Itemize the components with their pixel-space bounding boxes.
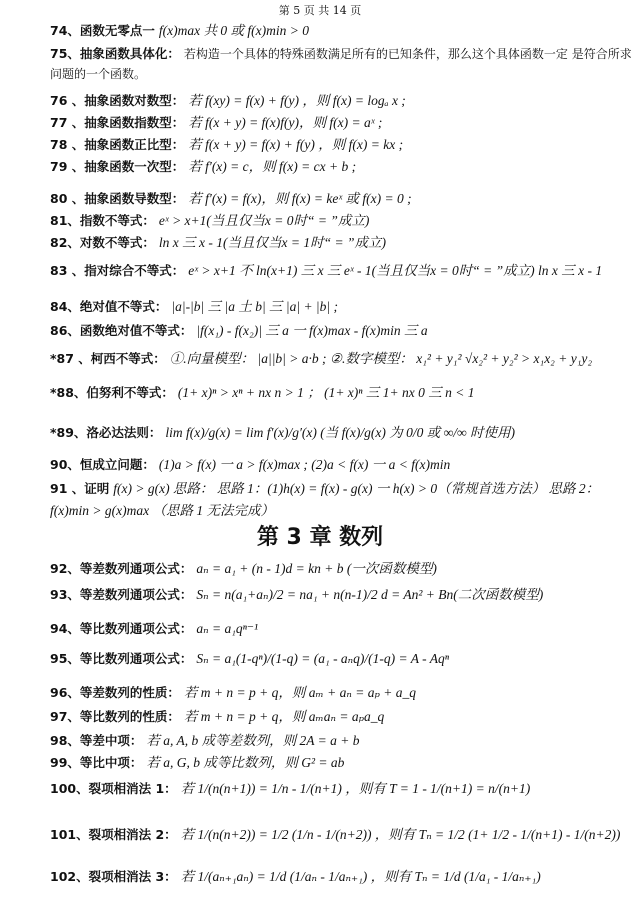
item-92: 92、等差数列通项公式： aₙ = a₁ + (n - 1)d = kn + b (一次函数模型) xyxy=(50,561,437,576)
item-80: 80 、抽象函数导数型： 若 f′(x) = f(x)，则 f(x) = keˣ 或 f(x) = 0 ; xyxy=(50,191,412,206)
item-84: 84、绝对值不等式： |a|-|b| 三 |a 土 b| 三 |a| + |b| ; xyxy=(50,299,338,314)
item-86: 86、函数绝对值不等式： |f(x₁) - f(x₂)| 三 a 一 f(x)max - f(x)min 三 a xyxy=(50,323,428,338)
item-79: 79 、抽象函数一次型： 若 f′(x) = c，则 f(x) = cx + b ; xyxy=(50,159,357,174)
item-96: 96、等差数列的性质： 若 m + n = p + q，则 aₘ + aₙ = aₚ + a_q xyxy=(50,685,416,700)
item-74: 74、函数无零点一 f(x)max 共 0 或 f(x)min > 0 xyxy=(50,23,309,38)
item-98: 98、等差中项： 若 a, A, b 成等差数列，则 2A = a + b xyxy=(50,733,360,748)
item-101: 101、裂项相消法 2： 若 1/(n(n+2)) = 1/2 (1/n - 1/(n+2)) ，则有 Tₙ = 1/2 (1+ 1/2 - 1/(n+1) - 1/(n+2)) xyxy=(50,827,621,842)
item-97: 97、等比数列的性质： 若 m + n = p + q，则 aₘaₙ = aₚa_q xyxy=(50,709,385,724)
item-81: 81、指数不等式： eˣ > x+1(当且仅当x = 0时“ = ”成立) xyxy=(50,213,370,228)
item-78: 78 、抽象函数正比型： 若 f(x + y) = f(x) + f(y) ，则 f(x) = kx ; xyxy=(50,137,404,152)
item-102: 102、裂项相消法 3： 若 1/(aₙ₊₁aₙ) = 1/d (1/aₙ - 1/aₙ₊₁) ，则有 Tₙ = 1/d (1/a₁ - 1/aₙ₊₁) xyxy=(50,869,541,884)
item-83: 83 、指对综合不等式： eˣ > x+1 不 ln(x+1) 三 x 三 eˣ - 1(当且仅当x = 0时“ = ”成立) ln x 三 x - 1 xyxy=(50,263,603,278)
item-88: *88、伯努利不等式： (1+ x)ⁿ > xⁿ + nx n > 1 ； (1+ x)ⁿ 三 1+ nx 0 三 n < 1 xyxy=(50,385,475,400)
item-91: 91 、证明 f(x) > g(x) 思路： 思路 1：(1)h(x) = f(x) - g(x) 一 h(x) > 0（常规首选方法） 思路 2：f(x)min > g(x)max （思路 1 无法完成） xyxy=(50,481,600,518)
item-100: 100、裂项相消法 1： 若 1/(n(n+1)) = 1/n - 1/(n+1) ，则有 T = 1 - 1/(n+1) = n/(n+1) xyxy=(50,781,531,796)
item-82: 82、对数不等式： ln x 三 x - 1(当且仅当x = 1时“ = ”成立) xyxy=(50,235,386,250)
chapter-title: 第 3 章 数列 xyxy=(256,525,384,550)
item-75: 75、抽象函数具体化： 若构造一个具体的特殊函数满足所有的已知条件，那么这个具体函数一定 是符合所求问题的一个函数。 xyxy=(50,46,632,81)
item-77: 77 、抽象函数指数型： 若 f(x + y) = f(x)f(y)，则 f(x) = aˣ ; xyxy=(50,115,383,130)
item-89: *89、洛必达法则： lim f(x)/g(x) = lim f′(x)/g′(x) (当 f(x)/g(x) 为 0/0 或 ∞/∞ 时使用) xyxy=(50,425,515,440)
page-header: 第 5 页 共 14 页 xyxy=(278,4,362,17)
item-87: *87 、柯西不等式： ①.向量模型： |a||b| > a·b ; ②.数字模型： x₁² + y₁² √x₂² + y₂² > x₁x₂ + y₁y₂ xyxy=(50,351,593,366)
item-94: 94、等比数列通项公式： aₙ = a₁qⁿ⁻¹ xyxy=(50,621,259,636)
item-76: 76 、抽象函数对数型： 若 f(xy) = f(x) + f(y) ，则 f(x) = logₐ x ; xyxy=(50,93,406,108)
item-95: 95、等比数列通项公式： Sₙ = a₁(1-qⁿ)/(1-q) = (a₁ - aₙq)/(1-q) = A - Aqⁿ xyxy=(50,651,450,666)
item-99: 99、等比中项： 若 a, G, b 成等比数列，则 G² = ab xyxy=(50,755,345,770)
item-90: 90、恒成立问题： (1)a > f(x) 一 a > f(x)max ; (2)a < f(x) 一 a < f(x)min xyxy=(50,457,451,472)
item-93: 93、等差数列通项公式： Sₙ = n(a₁+aₙ)/2 = na₁ + n(n-1)/2 d = An² + Bn(二次函数模型) xyxy=(50,587,544,602)
